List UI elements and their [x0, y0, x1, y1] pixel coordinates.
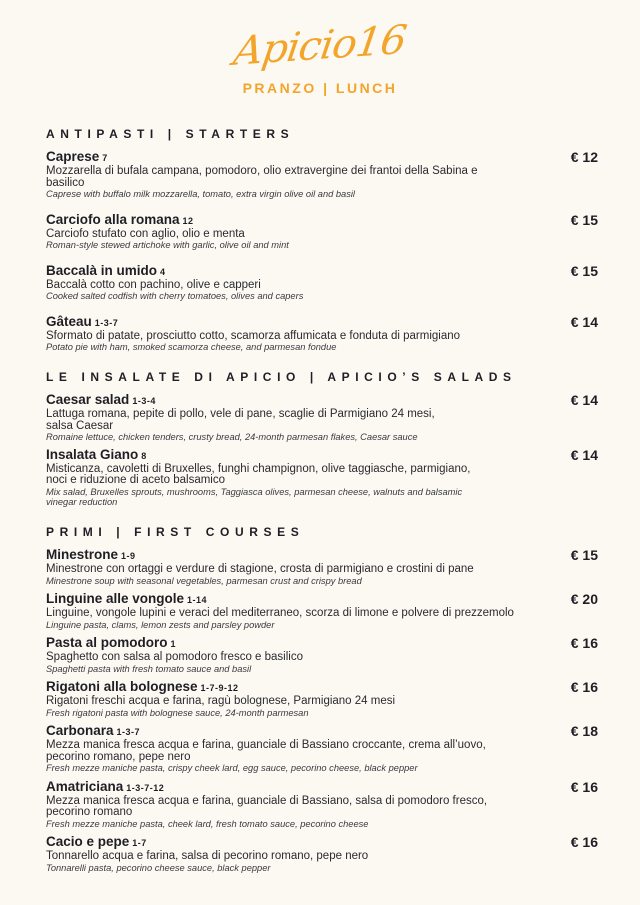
- allergen-codes: 1-3-7-12: [126, 782, 165, 793]
- dish-description: Mezza manica fresca acqua e farina, guanciale di Bassiano, salsa di pomodoro fresco, pecorino romano: [46, 794, 488, 818]
- allergen-codes: 7: [102, 153, 108, 163]
- menu-item: [46, 212, 598, 251]
- dish-name: Pasta al pomodoro: [46, 635, 168, 650]
- dish-description-english: Caprese with buffalo milk mozzarella, tomato, extra virgin olive oil and basil: [46, 189, 355, 199]
- logo-wordmark: Apicio16: [230, 17, 410, 75]
- dish-name-line: [46, 723, 598, 740]
- dish-name-line: [46, 447, 598, 464]
- dish-name-line: [46, 834, 598, 851]
- dish-price: € 15: [570, 211, 598, 228]
- dish-name: Rigatoni alla bolognese: [46, 679, 198, 694]
- allergen-codes: 1-3-4: [132, 396, 156, 406]
- dish-price: € 15: [570, 547, 598, 563]
- menu-item: [46, 149, 598, 200]
- dish-price: € 20: [570, 591, 598, 607]
- dish-description: Sformato di patate, prosciutto cotto, scamorza affumicata e fonduta di parmigiano: [46, 329, 461, 342]
- dish-name: Baccalà in umido: [46, 262, 158, 278]
- section-primi: [46, 525, 598, 878]
- dish-description: Rigatoni freschi acqua e farina, ragù bolognese, Parmigiano 24 mesi: [46, 695, 396, 707]
- dish-price: € 14: [570, 392, 598, 408]
- dish-price: € 16: [570, 679, 598, 695]
- menu-item: [46, 635, 598, 674]
- dish-price: € 16: [570, 635, 598, 651]
- dish-name-line: [46, 591, 598, 608]
- section-title: ANTIPASTI | STARTERS: [46, 127, 295, 141]
- dish-name: Linguine alle vongole: [46, 591, 185, 606]
- dish-name-line: [46, 679, 598, 696]
- dish-price: € 18: [570, 723, 598, 739]
- dish-description-english: Mix salad, Bruxelles sprouts, mushrooms, Taggiasca olives, parmesan cheese, walnuts and balsamic vinegar reduction: [46, 486, 463, 507]
- dish-name: Insalata Giano: [46, 446, 139, 462]
- section-salads: [46, 370, 598, 512]
- menu-item: [46, 314, 598, 353]
- section-antipasti: [46, 127, 598, 365]
- dish-description-english: Tonnarelli pasta, pecorino cheese sauce, black pepper: [46, 862, 271, 873]
- dish-description: Baccalà cotto con pachino, olive e capperi: [46, 278, 261, 291]
- dish-description-english: Roman-style stewed artichoke with garlic, olive oil and mint: [46, 240, 289, 250]
- allergen-codes: 1-7: [132, 838, 147, 848]
- dish-description-english: Cooked salted codfish with cherry tomatoes, olives and capers: [46, 291, 304, 301]
- menu-item: [46, 547, 598, 586]
- dish-name-line: [46, 779, 598, 796]
- dish-name: Gâteau: [46, 313, 92, 329]
- dish-name-line: [46, 149, 598, 166]
- menu-subtitle: PRANZO | LUNCH: [242, 80, 398, 96]
- dish-name-line: [46, 314, 598, 331]
- menu-item: [46, 779, 598, 830]
- allergen-codes: 1-14: [187, 595, 208, 605]
- menu-item: [46, 679, 598, 718]
- dish-description: Misticanza, cavoletti di Bruxelles, funghi champignon, olive taggiasche, parmigiano, noci e riduzione di aceto balsamico: [46, 462, 471, 486]
- dish-description-english: Fresh rigatoni pasta with bolognese sauce, 24-month parmesan: [46, 707, 309, 718]
- dish-description: Mozzarella di bufala campana, pomodoro, olio extravergine dei frantoi della Sabina e basilico: [46, 165, 478, 189]
- dish-price: € 16: [570, 834, 598, 850]
- menu-item: [46, 447, 598, 508]
- allergen-codes: 1: [170, 639, 177, 649]
- menu-item: [46, 591, 598, 630]
- allergen-codes: 4: [160, 266, 166, 277]
- dish-name: Caesar salad: [46, 392, 130, 407]
- dish-description-english: Fresh mezze maniche pasta, crispy cheek lard, egg sauce, pecorino cheese, black pepper: [46, 763, 418, 773]
- dish-description: Linguine, vongole lupini e veraci del mediterraneo, scorza di limone e polvere di prezzemolo: [46, 607, 514, 619]
- dish-description: Minestrone con ortaggi e verdure di stagione, crosta di parmigiano e crostini di pane: [46, 563, 474, 575]
- menu-item: [46, 263, 598, 302]
- dish-description-english: Romaine lettuce, chicken tenders, crusty bread, 24-month parmesan flakes, Caesar sauce: [46, 432, 418, 442]
- dish-price: € 12: [570, 149, 598, 165]
- dish-name-line: [46, 212, 598, 229]
- dish-name: Carciofo alla romana: [46, 211, 180, 227]
- dish-name: Caprese: [46, 149, 100, 164]
- dish-price: € 15: [570, 262, 598, 279]
- allergen-codes: 1-9: [121, 551, 136, 561]
- dish-description-english: Linguine pasta, clams, lemon zests and parsley powder: [46, 619, 275, 630]
- allergen-codes: 1-3-7: [116, 727, 141, 737]
- menu-item: [46, 834, 598, 873]
- dish-name: Amatriciana: [46, 778, 124, 794]
- dish-description: Tonnarello acqua e farina, salsa di pecorino romano, pepe nero: [46, 850, 369, 862]
- allergen-codes: 1-7-9-12: [200, 683, 239, 693]
- dish-description: Mezza manica fresca acqua e farina, guanciale di Bassiano croccante, crema all’uovo, pecorino romano, pepe nero: [46, 739, 486, 763]
- dish-description: Spaghetto con salsa al pomodoro fresco e basilico: [46, 651, 303, 663]
- dish-name-line: [46, 392, 598, 409]
- dish-price: € 14: [570, 446, 598, 463]
- allergen-codes: 12: [182, 215, 194, 226]
- dish-description-english: Fresh mezze maniche pasta, cheek lard, fresh tomato sauce, pecorino cheese: [46, 818, 369, 829]
- dish-price: € 14: [570, 313, 598, 330]
- allergen-codes: 8: [141, 450, 147, 461]
- dish-name: Carbonara: [46, 723, 114, 738]
- menu-item: [46, 723, 598, 774]
- dish-description: Lattuga romana, pepite di pollo, vele di pane, scaglie di Parmigiano 24 mesi, salsa Caesar: [46, 408, 435, 432]
- dish-description-english: Spaghetti pasta with fresh tomato sauce and basil: [46, 663, 252, 674]
- allergen-codes: 1-3-7: [94, 317, 119, 328]
- dish-name-line: [46, 263, 598, 280]
- dish-description: Carciofo stufato con aglio, olio e menta: [46, 227, 245, 240]
- section-title: PRIMI | FIRST COURSES: [46, 525, 305, 539]
- section-title: LE INSALATE DI APICIO | APICIO’S SALADS: [46, 370, 517, 384]
- dish-name: Cacio e pepe: [46, 834, 130, 849]
- restaurant-logo: [0, 18, 640, 96]
- dish-price: € 16: [570, 778, 598, 795]
- dish-name-line: [46, 547, 598, 564]
- menu-item: [46, 392, 598, 443]
- dish-name: Minestrone: [46, 547, 119, 562]
- dish-description-english: Potato pie with ham, smoked scamorza cheese, and parmesan fondue: [46, 342, 337, 352]
- dish-name-line: [46, 635, 598, 652]
- dish-description-english: Minestrone soup with seasonal vegetables, parmesan crust and crispy bread: [46, 575, 362, 586]
